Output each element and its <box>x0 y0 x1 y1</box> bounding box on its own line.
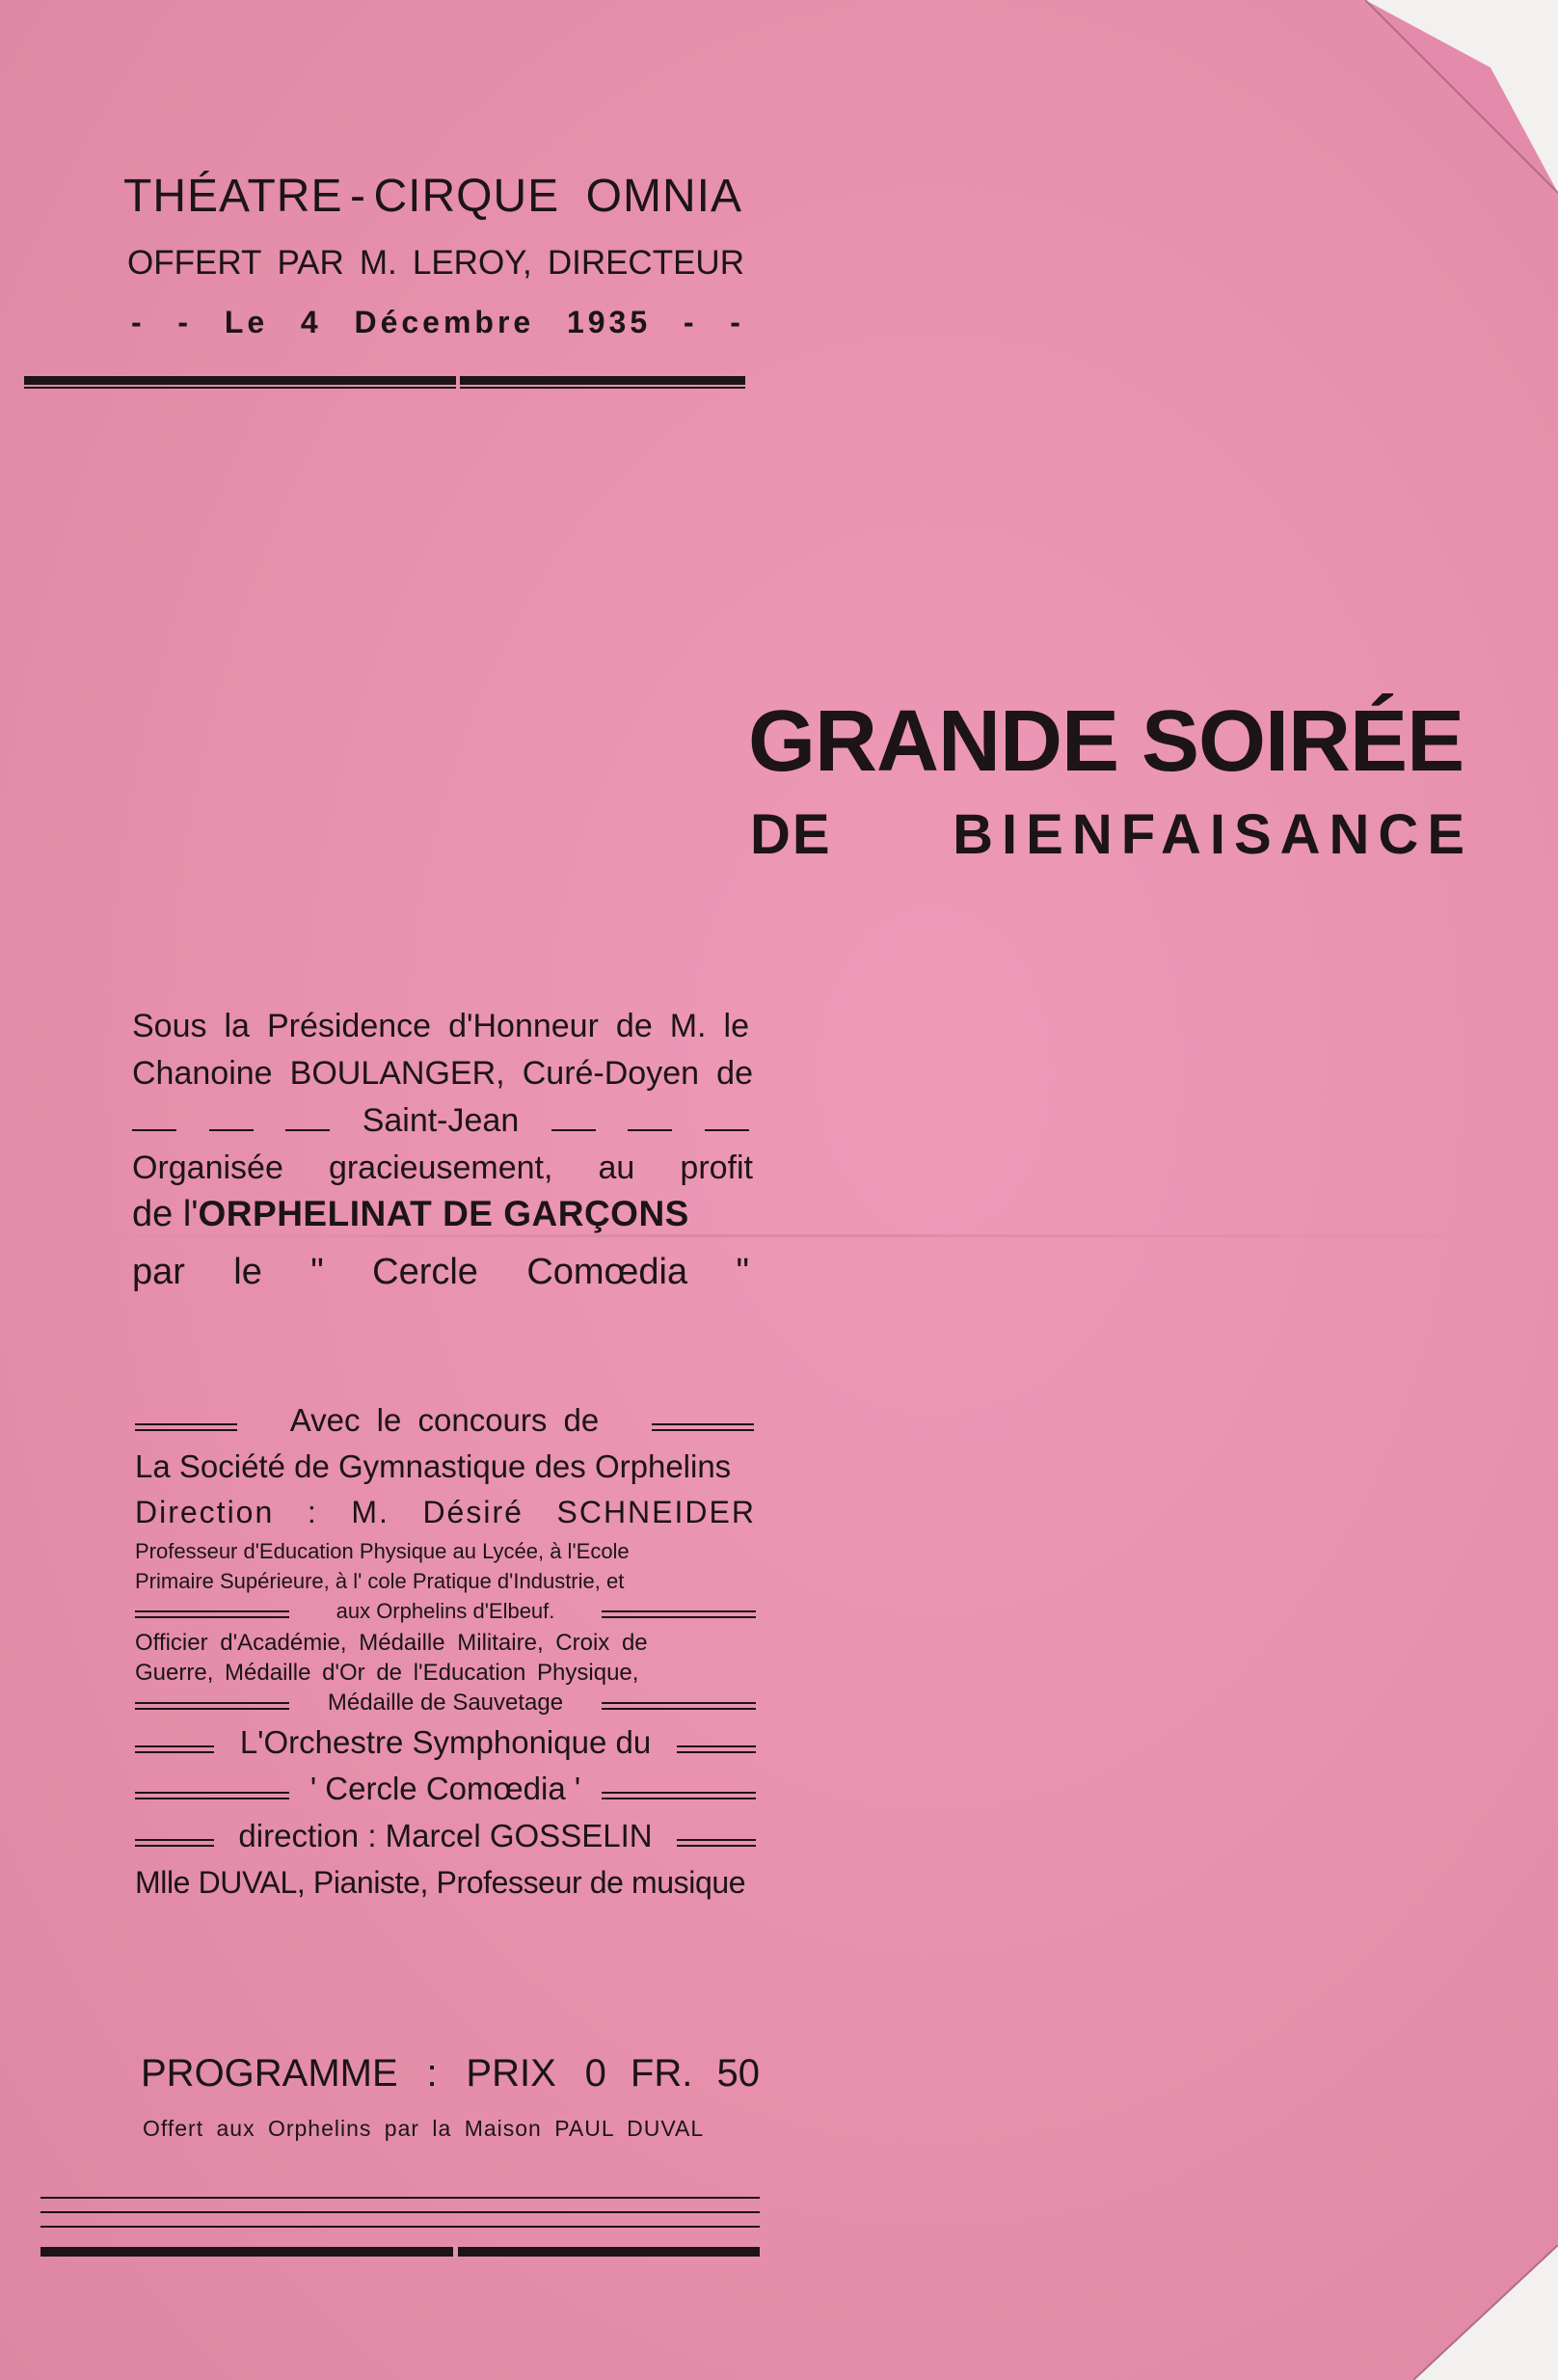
professor-line <box>135 1599 756 1624</box>
orchestra-text: direction : Marcel GOSSELIN <box>238 1818 653 1853</box>
rule-dash <box>132 1129 176 1131</box>
word: Comœdia <box>526 1252 688 1292</box>
presidency-line <box>132 1008 749 1045</box>
rule-dash <box>209 1129 254 1131</box>
programme-price-line <box>141 2052 760 2096</box>
offered-by-maison: Offert aux Orphelins par la Maison PAUL DUVAL <box>143 2116 705 2141</box>
word: d'Honneur <box>448 1008 599 1044</box>
rule-dash <box>551 1129 596 1131</box>
footer-rule <box>40 2197 760 2264</box>
double-rule <box>652 1423 754 1431</box>
date-word: Le <box>224 305 269 339</box>
rule-dash <box>285 1129 330 1131</box>
offered-word: LEROY, <box>412 244 532 282</box>
beneficiary-name: ORPHELINAT DE GARÇONS <box>198 1194 689 1233</box>
professor-line: Professeur d'Education Physique au Lycée, à l'Ecole <box>135 1539 630 1563</box>
header-rule <box>24 376 745 390</box>
professor-line: Primaire Supérieure, à l' cole Pratique d'Industrie, et <box>135 1569 625 1593</box>
word: Chanoine <box>132 1055 273 1092</box>
word: : <box>307 1495 318 1529</box>
date-dash: - <box>730 305 744 339</box>
offered-word: M. <box>359 244 397 282</box>
subtitle-word: BIENFAISANCE <box>953 803 1473 866</box>
professor-text: aux Orphelins d'Elbeuf. <box>336 1599 555 1623</box>
word: Cercle <box>372 1252 478 1292</box>
date-word: Décembre <box>354 305 535 339</box>
beneficiary-line <box>132 1194 751 1235</box>
date-line <box>131 305 744 340</box>
word: le <box>233 1252 262 1292</box>
double-rule <box>602 1702 756 1710</box>
price-value: 0 FR. 50 <box>584 2052 760 2095</box>
double-rule <box>135 1745 214 1753</box>
date-dash: - <box>131 305 146 339</box>
date-dash: - <box>177 305 193 339</box>
parish-line <box>132 1102 749 1140</box>
word: M. <box>669 1008 707 1044</box>
word: de <box>615 1008 653 1044</box>
venue-line <box>123 170 742 223</box>
orchestra-line <box>135 1818 756 1854</box>
word: au <box>598 1149 635 1186</box>
word: SCHNEIDER <box>556 1495 756 1529</box>
organised-line <box>132 1149 753 1187</box>
offered-by-line <box>127 244 744 283</box>
word: BOULANGER, <box>289 1055 505 1092</box>
pianist-line: Mlle DUVAL, Pianiste, Professeur de musique <box>135 1865 746 1900</box>
orchestra-text: L'Orchestre Symphonique du <box>239 1724 652 1760</box>
folded-corner-top-right <box>1365 0 1558 193</box>
honours-line: Guerre, Médaille d'Or de l'Education Physique, <box>135 1660 639 1686</box>
programme-separator: : <box>426 2052 438 2095</box>
word: gracieusement, <box>328 1149 553 1186</box>
double-rule <box>135 1702 289 1710</box>
double-rule <box>602 1792 756 1799</box>
direction-line <box>135 1495 756 1530</box>
word: le <box>723 1008 749 1044</box>
offered-word: DIRECTEUR <box>547 244 744 282</box>
society-line: La Société de Gymnastique des Orphelins <box>135 1448 732 1484</box>
honours-line: Officier d'Académie, Médaille Militaire, Croix de <box>135 1630 648 1656</box>
word: Curé-Doyen <box>522 1055 700 1092</box>
quote-mark: " <box>736 1252 749 1292</box>
honours-line <box>135 1690 756 1717</box>
word: Sous <box>132 1008 207 1044</box>
presidency-line <box>132 1055 753 1093</box>
date-dash: - <box>683 305 698 339</box>
rule-dash <box>705 1129 749 1131</box>
venue-word: CIRQUE <box>373 171 560 222</box>
date-word: 1935 <box>566 305 652 339</box>
quote-mark: " <box>310 1252 324 1292</box>
word: profit <box>680 1149 753 1186</box>
rule-dash <box>628 1129 672 1131</box>
beneficiary-prefix: de l' <box>132 1194 199 1234</box>
subtitle <box>750 802 1473 867</box>
word: Désiré <box>422 1495 524 1529</box>
price-label: PRIX <box>466 2052 556 2095</box>
word: par <box>132 1252 185 1292</box>
concours-intro-text: Avec le concours de <box>289 1402 600 1438</box>
concours-intro <box>135 1402 754 1439</box>
orchestra-line <box>135 1771 756 1807</box>
venue-word: OMNIA <box>585 171 742 222</box>
honours-text: Médaille de Sauvetage <box>327 1690 564 1716</box>
offered-word: PAR <box>277 244 344 282</box>
double-rule <box>135 1610 289 1618</box>
word: la <box>224 1008 250 1044</box>
date-word: 4 <box>300 305 322 339</box>
main-title: GRANDE SOIRÉE <box>748 693 1464 790</box>
programme-label: PROGRAMME <box>141 2052 398 2095</box>
double-rule <box>677 1745 756 1753</box>
venue-word: THÉATRE <box>123 171 343 222</box>
double-rule <box>135 1792 289 1799</box>
double-rule <box>135 1839 214 1847</box>
orchestra-text: ' Cercle Comœdia ' <box>309 1771 581 1806</box>
word: Présidence <box>266 1008 432 1044</box>
word: M. <box>351 1495 390 1529</box>
organiser-line <box>132 1252 749 1293</box>
orchestra-line <box>135 1724 756 1761</box>
double-rule <box>677 1839 756 1847</box>
double-rule <box>135 1423 237 1431</box>
venue-separator: - <box>349 171 366 222</box>
word: Organisée <box>132 1149 283 1186</box>
parish-name: Saint-Jean <box>362 1102 520 1139</box>
double-rule <box>602 1610 756 1618</box>
subtitle-word: DE <box>750 803 832 866</box>
word: Direction <box>135 1495 275 1529</box>
word: de <box>716 1055 753 1092</box>
folded-corner-bottom-right <box>1413 2245 1558 2380</box>
offered-word: OFFERT <box>127 244 262 282</box>
